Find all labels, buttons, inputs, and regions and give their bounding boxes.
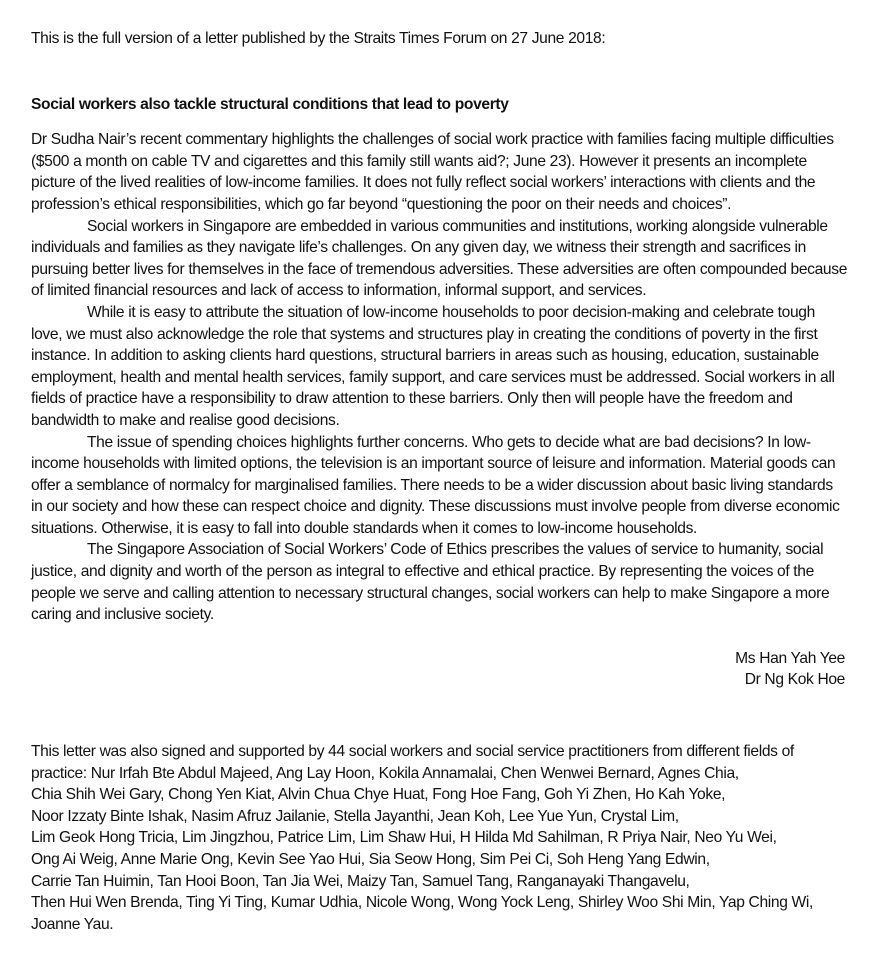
supporters-line: Joanne Yau. <box>31 915 114 933</box>
supporters-line: practice: Nur Irfah Bte Abdul Majeed, Ang Lay Hoon, Kokila Annamalai, Chen Wenwei Bernard, Agnes Chia, <box>31 764 739 782</box>
supporters-line: Ong Ai Weig, Anne Marie Ong, Kevin See Yao Hui, Sia Seow Hong, Sim Pei Ci, Soh Heng Yang Edwin, <box>31 851 710 868</box>
paragraph-4: The issue of spending choices highlights further concerns. Who gets to decide what are bad decisions? In low-income households with limited options, the television is an important source of leisure and information. Material goods can offer a semblance of normalcy for marginalised families. There needs to be a wider discussion about basic living standards in our society and how these can respect choice and dignity. These discussions must involve people from diverse economic situations. Otherwise, it is easy to fall into double standards when it comes to low-income households. <box>31 433 840 537</box>
supporters-line: Noor Izzaty Binte Ishak, Nasim Afruz Jailanie, Stella Jayanthi, Jean Koh, Lee Yue Yun, Crystal Lim, <box>31 807 679 825</box>
letter-body <box>31 129 847 626</box>
supporters-line: Lim Geok Hong Tricia, Lim Jingzhou, Patrice Lim, Lim Shaw Hui, H Hilda Md Sahilman, R Priya Nair, Neo Yu Wei, <box>31 829 777 847</box>
signatures <box>31 648 847 691</box>
supporters-line: Carrie Tan Huimin, Tan Hooi Boon, Tan Jia Wei, Maizy Tan, Samuel Tang, Ranganayaki Thangavelu, <box>31 872 690 890</box>
paragraph-3: While it is easy to attribute the situation of low-income households to poor decision-making and celebrate tough love, we must also acknowledge the role that systems and structures play in creating the conditions of poverty in the first instance. In addition to asking clients hard questions, structural barriers in areas such as housing, education, sustainable employment, health and mental health services, family support, and care services must be addressed. Social workers in all fields of practice have a responsibility to draw attention to these barriers. Only then will people have the freedom and bandwidth to make and realise good decisions. <box>31 303 835 429</box>
supporters-line: This letter was also signed and supported by 44 social workers and social service practitioners from different fields of <box>31 743 794 761</box>
letter-title: Social workers also tackle structural conditions that lead to poverty <box>31 95 509 113</box>
supporters-list <box>31 741 847 935</box>
supporters-line: Then Hui Wen Brenda, Ting Yi Ting, Kumar Udhia, Nicole Wong, Wong Yock Leng, Shirley Woo Shi Min, Yap Ching Wi, <box>31 894 813 912</box>
intro-line: This is the full version of a letter published by the Straits Times Forum on 27 June 2018: <box>31 30 606 47</box>
paragraph-2: Social workers in Singapore are embedded in various communities and institutions, working alongside vulnerable individuals and families as they navigate life’s challenges. On any given day, we witness their strength and sacrifices in pursuing better lives for themselves in the face of tremendous adversities. These adversities are often compounded because of limited financial resources and lack of access to information, informal support, and services. <box>31 217 848 300</box>
signatory-2: Dr Ng Kok Hoe <box>744 671 845 689</box>
signatory-1: Ms Han Yah Yee <box>735 649 845 667</box>
paragraph-1: Dr Sudha Nair’s recent commentary highlights the challenges of social work practice with families facing multiple difficulties ($500 a month on cable TV and cigarettes and this family still wants aid?; June 23). However it presents an incomplete picture of the lived realities of low-income families. It does not fully reflect social workers’ interactions with clients and the profession’s ethical responsibilities, which go far beyond “questioning the poor on their needs and choices”. <box>31 131 834 213</box>
paragraph-5: The Singapore Association of Social Workers’ Code of Ethics prescribes the values of service to humanity, social justice, and dignity and worth of the person as integral to effective and ethical practice. By representing the voices of the people we serve and calling attention to necessary structural changes, social workers can help to make Singapore a more caring and inclusive society. <box>31 541 830 624</box>
supporters-line: Chia Shih Wei Gary, Chong Yen Kiat, Alvin Chua Chye Huat, Fong Hoe Fang, Goh Yi Zhen, Ho Kah Yoke, <box>31 786 726 804</box>
